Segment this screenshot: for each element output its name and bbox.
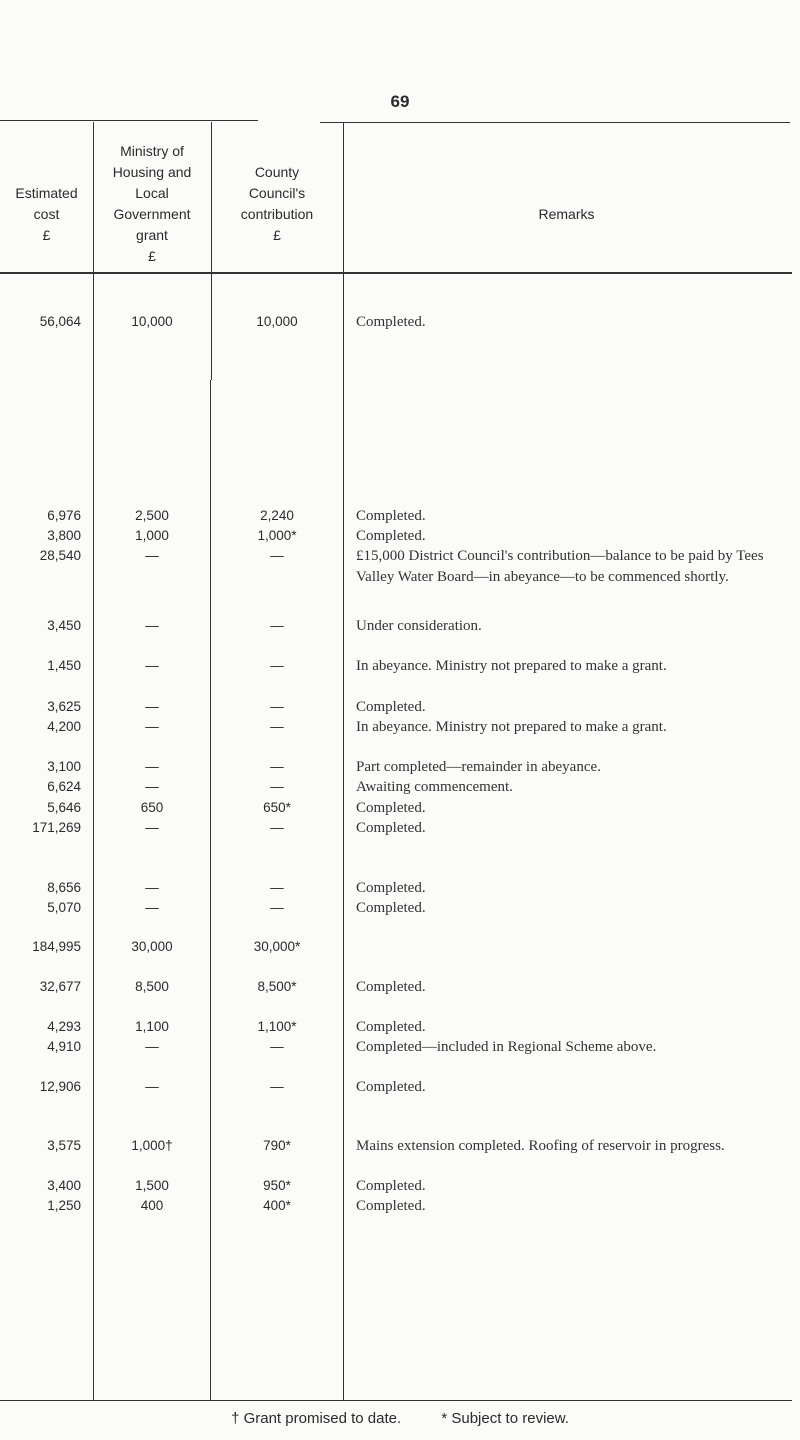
county-contribution-cell: 8,500*	[257, 979, 297, 994]
ministry-grant-cell: 8,500	[135, 979, 169, 994]
remarks-cell: Part completed—remainder in abeyance.	[356, 759, 601, 775]
estimated-cost-cell: 184,995	[32, 939, 81, 954]
ministry-grant-cell: —	[145, 820, 159, 835]
estimated-cost-cell: 3,575	[47, 1138, 81, 1153]
estimated-cost-cell: 8,656	[47, 880, 81, 895]
remarks-cell: £15,000 District Council's contribution—balance to be paid by Tees Valley Water Board—in abeyance—to be commenced shortly.	[356, 548, 764, 585]
remarks-cell: Under consideration.	[356, 618, 482, 634]
page-number: 69	[390, 92, 410, 111]
remarks-cell: Completed.	[356, 508, 426, 524]
header-rule	[0, 272, 792, 274]
county-contribution-cell: —	[270, 548, 284, 563]
header-county-contribution: County Council's contribution £	[240, 164, 314, 243]
column-rule-2	[211, 122, 212, 380]
remarks-cell: Completed.	[356, 699, 426, 715]
header-remarks: Remarks	[538, 206, 595, 222]
ministry-grant-cell: —	[145, 900, 159, 915]
estimated-cost-cell: 171,269	[32, 820, 81, 835]
remarks-cell: Completed.	[356, 979, 426, 995]
remarks-cell: Completed.	[356, 1178, 426, 1194]
estimated-cost-cell: 3,800	[47, 528, 81, 543]
ministry-grant-cell: —	[145, 759, 159, 774]
ministry-grant-cell: 30,000	[131, 939, 173, 954]
ministry-grant-cell: 650	[140, 800, 164, 815]
county-contribution-cell: 10,000	[256, 314, 298, 329]
ministry-grant-cell: —	[145, 1079, 159, 1094]
remarks-cell: Completed.	[356, 820, 426, 836]
footnote-review: * Subject to review.	[441, 1410, 569, 1427]
estimated-cost-cell: 5,070	[47, 900, 81, 915]
county-contribution-cell: 2,240	[260, 508, 294, 523]
county-contribution-cell: 1,100*	[257, 1019, 297, 1034]
footnotes	[0, 1410, 800, 1427]
remarks-cell: Completed.	[356, 1198, 426, 1214]
estimated-cost-cell: 4,200	[47, 719, 81, 734]
county-contribution-cell: 790*	[263, 1138, 291, 1153]
estimated-cost-cell: 32,677	[39, 979, 81, 994]
ministry-grant-cell: —	[145, 880, 159, 895]
header-ministry-grant: Ministry of Housing and Local Government grant £	[112, 143, 192, 264]
county-contribution-cell: —	[270, 699, 284, 714]
estimated-cost-cell: 4,910	[47, 1039, 81, 1054]
ministry-grant-cell: 2,500	[135, 508, 169, 523]
county-contribution-cell: —	[270, 719, 284, 734]
estimated-cost-cell: 6,624	[47, 779, 81, 794]
remarks-cell: Completed.	[356, 1019, 426, 1035]
estimated-cost-cell: 6,976	[47, 508, 81, 523]
ministry-grant-cell: 1,000	[135, 528, 169, 543]
remarks-cell: Awaiting commencement.	[356, 779, 513, 795]
estimated-cost-cell: 56,064	[39, 314, 81, 329]
ministry-grant-cell: —	[145, 779, 159, 794]
remarks-cell: Completed—included in Regional Scheme above.	[356, 1039, 657, 1055]
estimated-cost-cell: 12,906	[39, 1079, 81, 1094]
estimated-cost-cell: 28,540	[39, 548, 81, 563]
ministry-grant-cell: —	[145, 658, 159, 673]
header-estimated-cost: Estimated cost £	[15, 185, 78, 243]
county-contribution-cell: —	[270, 820, 284, 835]
ministry-grant-cell: —	[145, 699, 159, 714]
bottom-rule	[0, 1400, 792, 1401]
remarks-cell: Completed.	[356, 800, 426, 816]
county-contribution-cell: —	[270, 1039, 284, 1054]
county-contribution-cell: —	[270, 779, 284, 794]
top-rule	[0, 120, 258, 121]
footnote-grant: † Grant promised to date.	[231, 1410, 402, 1427]
estimated-cost-cell: 4,293	[47, 1019, 81, 1034]
estimated-cost-cell: 1,250	[47, 1198, 81, 1213]
county-contribution-cell: —	[270, 880, 284, 895]
county-contribution-cell: —	[270, 900, 284, 915]
estimated-cost-cell: 3,450	[47, 618, 81, 633]
remarks-cell: In abeyance. Ministry not prepared to make a grant.	[356, 719, 667, 735]
ministry-grant-cell: —	[145, 1039, 159, 1054]
column-rule-3	[343, 122, 344, 1400]
ministry-grant-cell: 1,000†	[131, 1138, 173, 1153]
estimated-cost-cell: 1,450	[47, 658, 81, 673]
county-contribution-cell: 650*	[263, 800, 291, 815]
estimated-cost-cell: 5,646	[47, 800, 81, 815]
remarks-cell: Completed.	[356, 900, 426, 916]
estimated-cost-cell: 3,625	[47, 699, 81, 714]
county-contribution-cell: 950*	[263, 1178, 291, 1193]
county-contribution-cell: 1,000*	[257, 528, 297, 543]
remarks-cell: Completed.	[356, 880, 426, 896]
county-contribution-cell: —	[270, 658, 284, 673]
remarks-cell: Completed.	[356, 528, 426, 544]
top-rule-right	[320, 122, 790, 123]
remarks-cell: Mains extension completed. Roofing of reservoir in progress.	[356, 1138, 725, 1154]
county-contribution-cell: 30,000*	[253, 939, 301, 954]
ministry-grant-cell: —	[145, 719, 159, 734]
ministry-grant-cell: —	[145, 548, 159, 563]
county-contribution-cell: 400*	[263, 1198, 291, 1213]
ministry-grant-cell: 10,000	[131, 314, 173, 329]
ministry-grant-cell: 400	[140, 1198, 164, 1213]
ministry-grant-cell: —	[145, 618, 159, 633]
ministry-grant-cell: 1,100	[135, 1019, 169, 1034]
estimated-cost-cell: 3,400	[47, 1178, 81, 1193]
remarks-cell: In abeyance. Ministry not prepared to make a grant.	[356, 658, 667, 674]
remarks-cell: Completed.	[356, 1079, 426, 1095]
remarks-cell: Completed.	[356, 314, 426, 330]
county-contribution-cell: —	[270, 759, 284, 774]
county-contribution-cell: —	[270, 618, 284, 633]
estimated-cost-cell: 3,100	[47, 759, 81, 774]
ministry-grant-cell: 1,500	[135, 1178, 169, 1193]
county-contribution-cell: —	[270, 1079, 284, 1094]
